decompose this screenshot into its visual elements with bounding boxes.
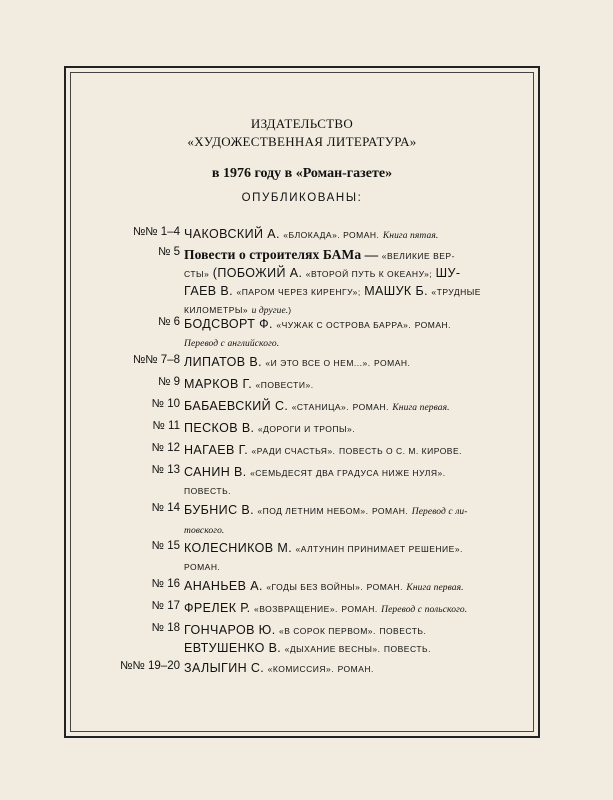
issue-number: №№ 19–20 (120, 660, 180, 672)
publication-heading: в 1976 году в «Роман-газете» (211, 166, 393, 181)
author: ЧАКОВСКИЙ А. (184, 227, 280, 241)
issue-number: № 6 (158, 316, 180, 328)
issue-number: № 5 (158, 246, 180, 258)
published-label: ОПУБЛИКОВАНЫ: (241, 192, 363, 204)
issue-number: № 9 (158, 376, 180, 388)
work-note: Книга пятая. (382, 231, 439, 241)
work-kind: РОМАН. (343, 230, 380, 240)
publisher-name: «ХУДОЖЕСТВЕННАЯ ЛИТЕРАТУРА» (187, 134, 417, 149)
issue-number: № 17 (151, 600, 180, 612)
collection-title: Повести о строителях БАМа — (184, 247, 379, 262)
issue-number: № 13 (151, 464, 180, 476)
issue-number: № 18 (151, 622, 180, 634)
issue-number: № 14 (151, 502, 180, 514)
work-title: «БЛОКАДА» (283, 230, 338, 240)
page-border: ИЗДАТЕЛЬСТВО «ХУДОЖЕСТВЕННАЯ ЛИТЕРАТУРА» в 1976 году в «Роман-газете» ОПУБЛИКОВАНЫ: №№ 1–4 ЧАКОВСКИЙ А. «БЛОКАДА». РОМАН. Книга пятая. № 5 Повести о строителях БАМа — «ВЕЛИКИЕ ВЕР- СТЫ» (ПОБОЖИЙ А. «ВТОРОЙ ПУТЬ К ОКЕАНУ»; ШУ- ГАЕВ В. «ПАРОМ ЧЕРЕЗ КИРЕНГУ»; МАШУК Б. «ТРУДНЫЕ КИЛОМЕТРЫ» и другие.) № 6 БОДСВОРТ Ф. «ЧУЖАК С ОСТРОВА БАРРА». РОМАН. Перевод с английского. №№ 7–8 ЛИПАТОВ В. «И ЭТО ВСЕ О НЕМ...». РОМАН. № 9 МАРКОВ Г. «ПОВЕСТИ». № 10 БАБАЕВСКИЙ С. «СТАНИЦА». РОМАН. Книга первая. № 11 ПЕСКОВ В. «ДОРОГИ И ТРОПЫ». № 12 НАГАЕВ Г. «РАДИ СЧАСТЬЯ». ПОВЕСТЬ О С. М. КИРОВЕ. № 13 САНИН В. «СЕМЬДЕСЯТ ДВА ГРАДУСА НИЖЕ НУЛЯ». ПОВЕСТЬ. № 14 БУБНИС В. «ПОД ЛЕТНИМ НЕБОМ». РОМАН. Перевод с ли- товского. № 15 КОЛЕСНИКОВ М. «АЛТУНИН ПРИНИМАЕТ РЕШЕНИЕ». РОМАН. № 16 АНАНЬЕВ А. «ГОДЫ БЕЗ ВОЙНЫ». РОМАН. Книга первая. № 17 ФРЕЛЕК Р. «ВОЗВРАЩЕНИЕ». РОМАН. Перевод с польского. № 18 ГОНЧАРОВ Ю. «В СОРОК ПЕРВОМ». ПОВЕСТЬ. ЕВТУШЕНКО В. «ДЫХАНИЕ ВЕСНЫ». ПОВЕСТЬ. №№ 19–20 ЗАЛЫГИН С. «КОМИССИЯ». РОМАН. (64, 66, 540, 738)
publisher-label: ИЗДАТЕЛЬСТВО (250, 116, 354, 131)
issue-number: №№ 7–8 (132, 354, 180, 366)
issue-number: №№ 1–4 (132, 226, 180, 238)
issue-number: № 12 (151, 442, 180, 454)
issue-number: № 10 (151, 398, 180, 410)
issue-number: № 11 (152, 420, 180, 432)
issue-number: № 16 (151, 578, 180, 590)
issue-number: № 15 (151, 540, 180, 552)
